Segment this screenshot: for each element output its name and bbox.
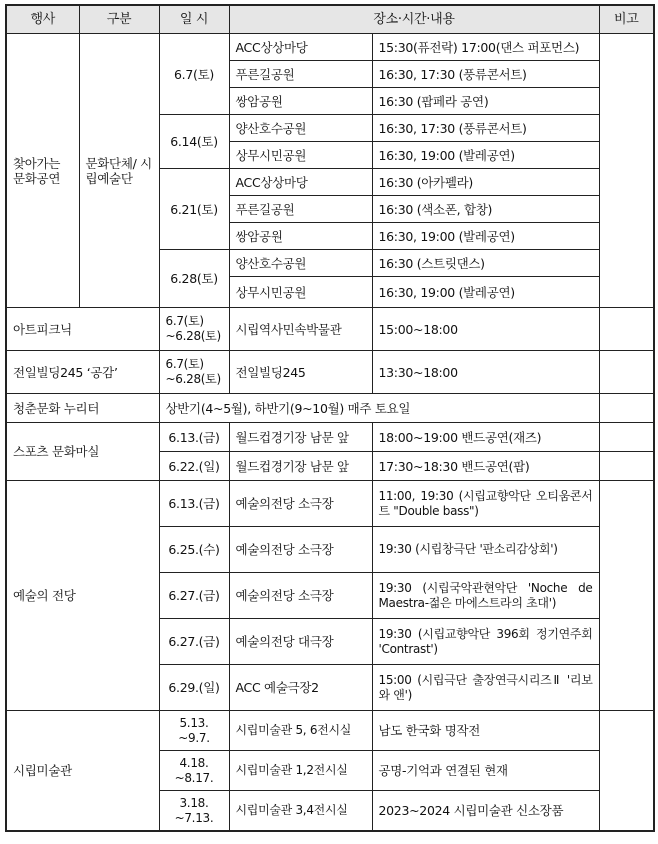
detail-cell: 19:30 (시립국악관현악단 'Noche de Maestra-젊은 마에스트라의 초대') — [372, 573, 599, 619]
table-row — [6, 308, 654, 351]
table-row — [6, 711, 654, 751]
date-cell — [159, 751, 229, 791]
detail-cell: 16:30 (팝페라 공연) — [372, 88, 599, 115]
place-cell: 전일빌딩245 — [229, 351, 372, 394]
detail-cell: 11:00, 19:30 (시립교향악단 오티움콘서트 "Double bass") — [372, 481, 599, 527]
date-cell: 6.21(토) — [159, 169, 229, 250]
place-cell: 푸른길공원 — [229, 61, 372, 88]
note-cell — [599, 351, 654, 394]
date-cell: 6.13.(금) — [159, 423, 229, 452]
date-end: ~6.28(토) — [165, 329, 221, 343]
date-cell: 6.13.(금) — [159, 481, 229, 527]
detail-cell: 16:30, 19:00 (발레공연) — [372, 142, 599, 169]
date-cell: 6.28(토) — [159, 250, 229, 308]
place-cell: 시립미술관 3,4전시실 — [229, 791, 372, 832]
detail-cell: 16:30, 19:00 (발레공연) — [372, 277, 599, 308]
header-date: 일 시 — [159, 5, 229, 34]
table-row — [6, 481, 654, 527]
date-cell: 6.27.(금) — [159, 573, 229, 619]
table-row — [6, 351, 654, 394]
event-name: 전일빌딩245 ‘공감’ — [6, 351, 159, 394]
place-cell: 시립미술관 5, 6전시실 — [229, 711, 372, 751]
date-cell: 6.25.(수) — [159, 527, 229, 573]
header-note: 비고 — [599, 5, 654, 34]
place-cell: 상무시민공원 — [229, 142, 372, 169]
header-category: 구분 — [79, 5, 159, 34]
date-end: ~9.7. — [178, 730, 210, 745]
place-cell: 양산호수공원 — [229, 250, 372, 277]
event-name: 스포츠 문화마실 — [6, 423, 159, 481]
date-cell: 6.7(토) — [159, 34, 229, 115]
detail-cell: 19:30 (시립교향악단 396회 정기연주회 'Contrast') — [372, 619, 599, 665]
place-cell: 월드컵경기장 남문 앞 — [229, 452, 372, 481]
event-name: 찾아가는 문화공연 — [6, 34, 79, 308]
place-cell: 월드컵경기장 남문 앞 — [229, 423, 372, 452]
detail-cell: 16:30, 17:30 (풍류콘서트) — [372, 61, 599, 88]
header-row — [6, 5, 654, 34]
detail-cell: 15:30(퓨전락) 17:00(댄스 퍼포먼스) — [372, 34, 599, 61]
detail-cell: 19:30 (시립창극단 '판소리감상회') — [372, 527, 599, 573]
detail-cell: 2023~2024 시립미술관 신소장품 — [372, 791, 599, 832]
place-cell: 시립역사민속박물관 — [229, 308, 372, 351]
date-start: 4.18. — [179, 755, 209, 770]
date-end: ~6.28(토) — [165, 372, 221, 386]
place-cell: 쌍암공원 — [229, 88, 372, 115]
date-end: ~8.17. — [174, 770, 214, 785]
header-place-time-content: 장소·시간·내용 — [229, 5, 599, 34]
note-cell — [599, 452, 654, 481]
date-cell — [159, 791, 229, 832]
date-cell: 6.29.(일) — [159, 665, 229, 711]
detail-cell: 16:30 (색소폰, 합창) — [372, 196, 599, 223]
table-row — [6, 394, 654, 423]
place-cell: ACC상상마당 — [229, 34, 372, 61]
event-schedule-table — [5, 4, 655, 832]
note-cell — [599, 34, 654, 308]
place-cell: 예술의전당 소극장 — [229, 527, 372, 573]
date-start: 6.7(토) — [165, 357, 204, 371]
detail-cell: 16:30 (스트릿댄스) — [372, 250, 599, 277]
place-cell: ACC상상마당 — [229, 169, 372, 196]
table-row — [6, 34, 654, 61]
place-cell: 양산호수공원 — [229, 115, 372, 142]
date-start: 3.18. — [179, 795, 209, 810]
category-name: 문화단체/ 시립예술단 — [79, 34, 159, 308]
date-end: ~7.13. — [174, 810, 214, 825]
note-cell — [599, 711, 654, 832]
header-event: 행사 — [6, 5, 79, 34]
date-start: 6.7(토) — [165, 314, 204, 328]
detail-cell: 15:00 (시립극단 출장연극시리즈Ⅱ '리보와 앤') — [372, 665, 599, 711]
detail-cell: 16:30 (아카펠라) — [372, 169, 599, 196]
event-name: 청춘문화 누리터 — [6, 394, 159, 423]
place-cell: 상무시민공원 — [229, 277, 372, 308]
detail-cell: 남도 한국화 명작전 — [372, 711, 599, 751]
detail-cell: 공명-기억과 연결된 현재 — [372, 751, 599, 791]
note-cell — [599, 481, 654, 711]
date-cell: 6.22.(일) — [159, 452, 229, 481]
table-row — [6, 423, 654, 452]
event-name: 예술의 전당 — [6, 481, 159, 711]
detail-cell: 16:30, 19:00 (발레공연) — [372, 223, 599, 250]
event-name: 시립미술관 — [6, 711, 159, 832]
detail-cell: 상반기(4~5월), 하반기(9~10월) 매주 토요일 — [159, 394, 599, 423]
event-name: 아트피크닉 — [6, 308, 159, 351]
place-cell: 예술의전당 소극장 — [229, 573, 372, 619]
detail-cell: 15:00~18:00 — [372, 308, 599, 351]
place-cell: 예술의전당 소극장 — [229, 481, 372, 527]
place-cell: 예술의전당 대극장 — [229, 619, 372, 665]
date-cell — [159, 351, 229, 394]
place-cell: 시립미술관 1,2전시실 — [229, 751, 372, 791]
place-cell: 푸른길공원 — [229, 196, 372, 223]
date-cell: 6.14(토) — [159, 115, 229, 169]
date-start: 5.13. — [179, 715, 209, 730]
place-cell: ACC 예술극장2 — [229, 665, 372, 711]
note-cell — [599, 394, 654, 423]
date-cell — [159, 711, 229, 751]
date-cell: 6.27.(금) — [159, 619, 229, 665]
date-cell — [159, 308, 229, 351]
detail-cell: 18:00~19:00 밴드공연(재즈) — [372, 423, 599, 452]
place-cell: 쌍암공원 — [229, 223, 372, 250]
detail-cell: 17:30~18:30 밴드공연(팝) — [372, 452, 599, 481]
detail-cell: 16:30, 17:30 (풍류콘서트) — [372, 115, 599, 142]
detail-cell: 13:30~18:00 — [372, 351, 599, 394]
note-cell — [599, 423, 654, 452]
note-cell — [599, 308, 654, 351]
